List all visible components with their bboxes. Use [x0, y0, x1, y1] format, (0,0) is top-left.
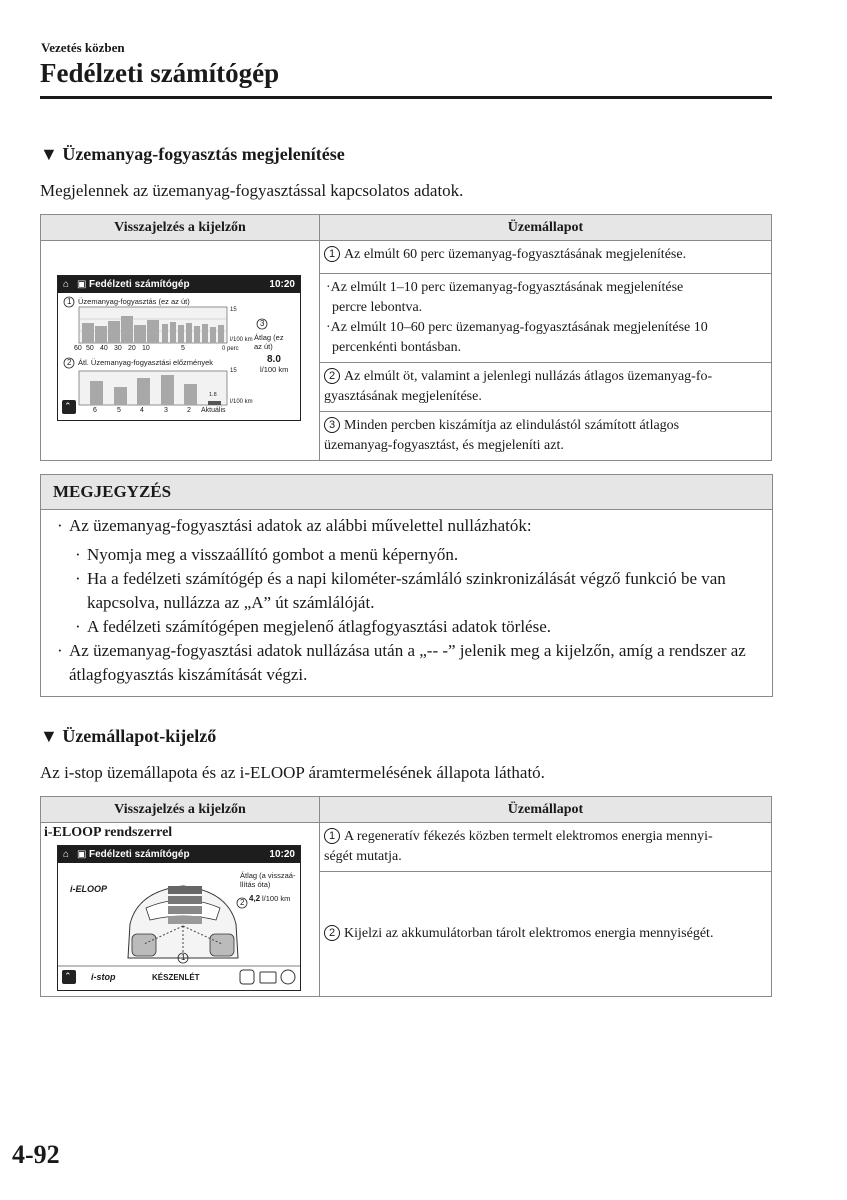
- recent-graph-label: Üzemanyag-fogyasztás (ez az út): [78, 297, 190, 306]
- recent-bar: [82, 323, 94, 343]
- status-avg-value: 4,2: [249, 894, 261, 903]
- fuel-screen-time: 10:20: [269, 279, 295, 290]
- recent-bar: [178, 325, 184, 343]
- recent-bar: [218, 325, 224, 343]
- car-wheel-icon: [210, 934, 234, 956]
- recent-bar: [134, 325, 146, 343]
- avg-label-2: az út): [254, 342, 273, 351]
- recent-axis-max: 15: [230, 307, 237, 313]
- recent-axis-unit: l/100 km: [230, 337, 253, 343]
- row-num: 1: [324, 246, 340, 262]
- fuel-table-col1: Visszajelzés a kijelzőn: [41, 215, 320, 241]
- fuel-table: [40, 214, 772, 461]
- avg-value: 8.0: [267, 354, 281, 365]
- history-bar-current: [208, 401, 221, 405]
- recent-bar: [170, 322, 176, 343]
- energy-bar-icon: [168, 896, 202, 904]
- callout-1: 1: [67, 297, 72, 306]
- history-bar: [137, 378, 150, 405]
- fuel-screen: ⌂ ▣ Fedélzeti számítógép 10:20 1 2 3 Üzemanyag-fogyasztás (ez az út) 15 l/100 km 0 perc 60 50 40 30 20 10 5 Átlag (ez az út) 8.0 l/100 km Átl. Üzemanyag-fogyasztási előzmények 15 l/100 km 1.8 6 5 4 3 2 Aktuális ⌃: [57, 275, 301, 421]
- note-item: · Ha a fedélzeti számítógép és a napi kilométer-számláló szinkronizálását végző funkció be van kapcsolva, nullázza az „A” út számlálóját.: [75, 567, 762, 615]
- callout-2: 2: [67, 358, 72, 367]
- status-screen-cell: [41, 823, 320, 997]
- capacitor-icon: [281, 970, 295, 984]
- recent-bar: [210, 327, 216, 343]
- current-value: 1.8: [209, 392, 217, 398]
- recent-bar: [121, 316, 133, 343]
- recent-bar: [186, 323, 192, 343]
- note-item: · A fedélzeti számítógépen megjelenő átlagfogyasztási adatok törlése.: [75, 615, 762, 639]
- computer-icon: ▣: [77, 279, 87, 290]
- fuel-row-4: 3 Minden percben kiszámítja az elindulástól számított átlagos üzemanyag-fogyasztást, és megjeleníti azt.: [320, 412, 772, 461]
- history-bar: [184, 384, 197, 405]
- status-avg-label: Átlag (a visszaá-: [240, 871, 296, 880]
- note-body: [41, 510, 772, 687]
- history-axis-max: 15: [230, 368, 237, 374]
- recent-bar: [95, 326, 107, 343]
- computer-icon: ▣: [77, 849, 87, 860]
- note-item: · Nyomja meg a visszaállító gombot a menü képernyőn.: [75, 543, 762, 567]
- energy-bar-icon: [168, 906, 202, 914]
- history-bar: [90, 381, 103, 405]
- istop-label: i-stop: [91, 972, 116, 982]
- section2-intro: Az i-stop üzemállapota és az i-ELOOP áramtermelésének állapota látható.: [40, 763, 545, 782]
- history-bar: [114, 387, 127, 405]
- recent-axis-zero: 0 perc: [222, 346, 239, 352]
- page-title: Fedélzeti számítógép: [40, 58, 280, 88]
- history-axis-unit: l/100 km: [230, 399, 253, 405]
- energy-bar-icon: [168, 886, 202, 894]
- history-bar: [161, 375, 174, 405]
- fuel-screen-cell: [41, 241, 320, 461]
- fuel-row-1: 1 Az elmúlt 60 perc üzemanyag-fogyasztásának megjelenítése.: [320, 241, 772, 274]
- status-screen-title: Fedélzeti számítógép: [89, 849, 190, 860]
- section1-intro: Megjelennek az üzemanyag-fogyasztással kapcsolatos adatok.: [40, 181, 464, 200]
- status-table: [40, 796, 772, 997]
- section1-heading: ▼ Üzemanyag-fogyasztás megjelenítése: [40, 144, 345, 164]
- recent-bar: [162, 324, 168, 343]
- status-avg-unit: l/100 km: [262, 894, 291, 903]
- home-icon: ⌂: [63, 279, 70, 290]
- recent-bar: [147, 320, 159, 343]
- eloop-label: i-ELOOP rendszerrel: [44, 825, 173, 840]
- status-row-1: 1 A regeneratív fékezés közben termelt elektromos energia mennyi- ségét mutatja.: [320, 823, 772, 872]
- note-item: · Az üzemanyag-fogyasztási adatok az alábbi művelettel nullázhatók:: [57, 514, 762, 538]
- back-button-icon[interactable]: ⌃: [64, 971, 72, 981]
- fuel-row-3: 2 Az elmúlt öt, valamint a jelenlegi nullázás átlagos üzemanyag-fo- gyasztásának megjelenítése.: [320, 363, 772, 412]
- fuel-table-col2: Üzemállapot: [320, 215, 772, 241]
- eloop-logo: i-ELOOP: [70, 884, 108, 894]
- istop-status-icon: [240, 970, 254, 984]
- status-table-col2: Üzemállapot: [320, 797, 772, 823]
- car-wheel-icon: [132, 934, 156, 956]
- recent-bar: [108, 321, 120, 343]
- recent-bar: [194, 326, 200, 343]
- history-graph-label: Átl. Üzemanyag-fogyasztási előzmények: [78, 358, 214, 367]
- status-row-2: 2 Kijelzi az akkumulátorban tárolt elektromos energia mennyiségét.: [320, 872, 772, 997]
- title-rule: [40, 96, 772, 99]
- recent-bar: [202, 324, 208, 343]
- avg-unit: l/100 km: [260, 365, 289, 374]
- back-button-icon[interactable]: ⌃: [64, 401, 72, 411]
- page-number: 4-92: [12, 1140, 60, 1169]
- home-icon: ⌂: [63, 849, 70, 860]
- energy-bar-icon: [168, 916, 202, 924]
- car-graphic: [58, 846, 300, 990]
- note-title: MEGJEGYZÉS: [41, 475, 772, 510]
- fuel-row-2: ·Az elmúlt 1–10 perc üzemanyag-fogyasztásának megjelenítése percre lebontva. ·Az elmúlt 10–60 perc üzemanyag-fogyasztásának megjelenítése 10 percenkénti bontásban.: [320, 274, 772, 363]
- status-screen: [57, 845, 301, 991]
- fuel-screen-title: Fedélzeti számítógép: [89, 279, 190, 290]
- status-avg-label-2: llítás óta): [240, 880, 271, 889]
- status-table-col1: Visszajelzés a kijelzőn: [41, 797, 320, 823]
- section-label: Vezetés közben: [41, 40, 125, 55]
- note-box: [40, 474, 773, 697]
- callout-1: 1: [181, 953, 186, 962]
- status-screen-time: 10:20: [269, 849, 295, 860]
- note-item: · Az üzemanyag-fogyasztási adatok nullázása után a „-- -” jelenik meg a kijelzőn, amíg a rendszer az átlagfogyasztás kiszámítását végzi.: [57, 639, 762, 687]
- battery-icon: [260, 972, 276, 983]
- section2-heading: ▼ Üzemállapot-kijelző: [40, 726, 217, 746]
- avg-label: Átlag (ez: [254, 333, 284, 342]
- ready-label: KÉSZENLÉT: [152, 973, 200, 982]
- callout-2: 2: [240, 898, 245, 907]
- callout-3: 3: [260, 319, 265, 328]
